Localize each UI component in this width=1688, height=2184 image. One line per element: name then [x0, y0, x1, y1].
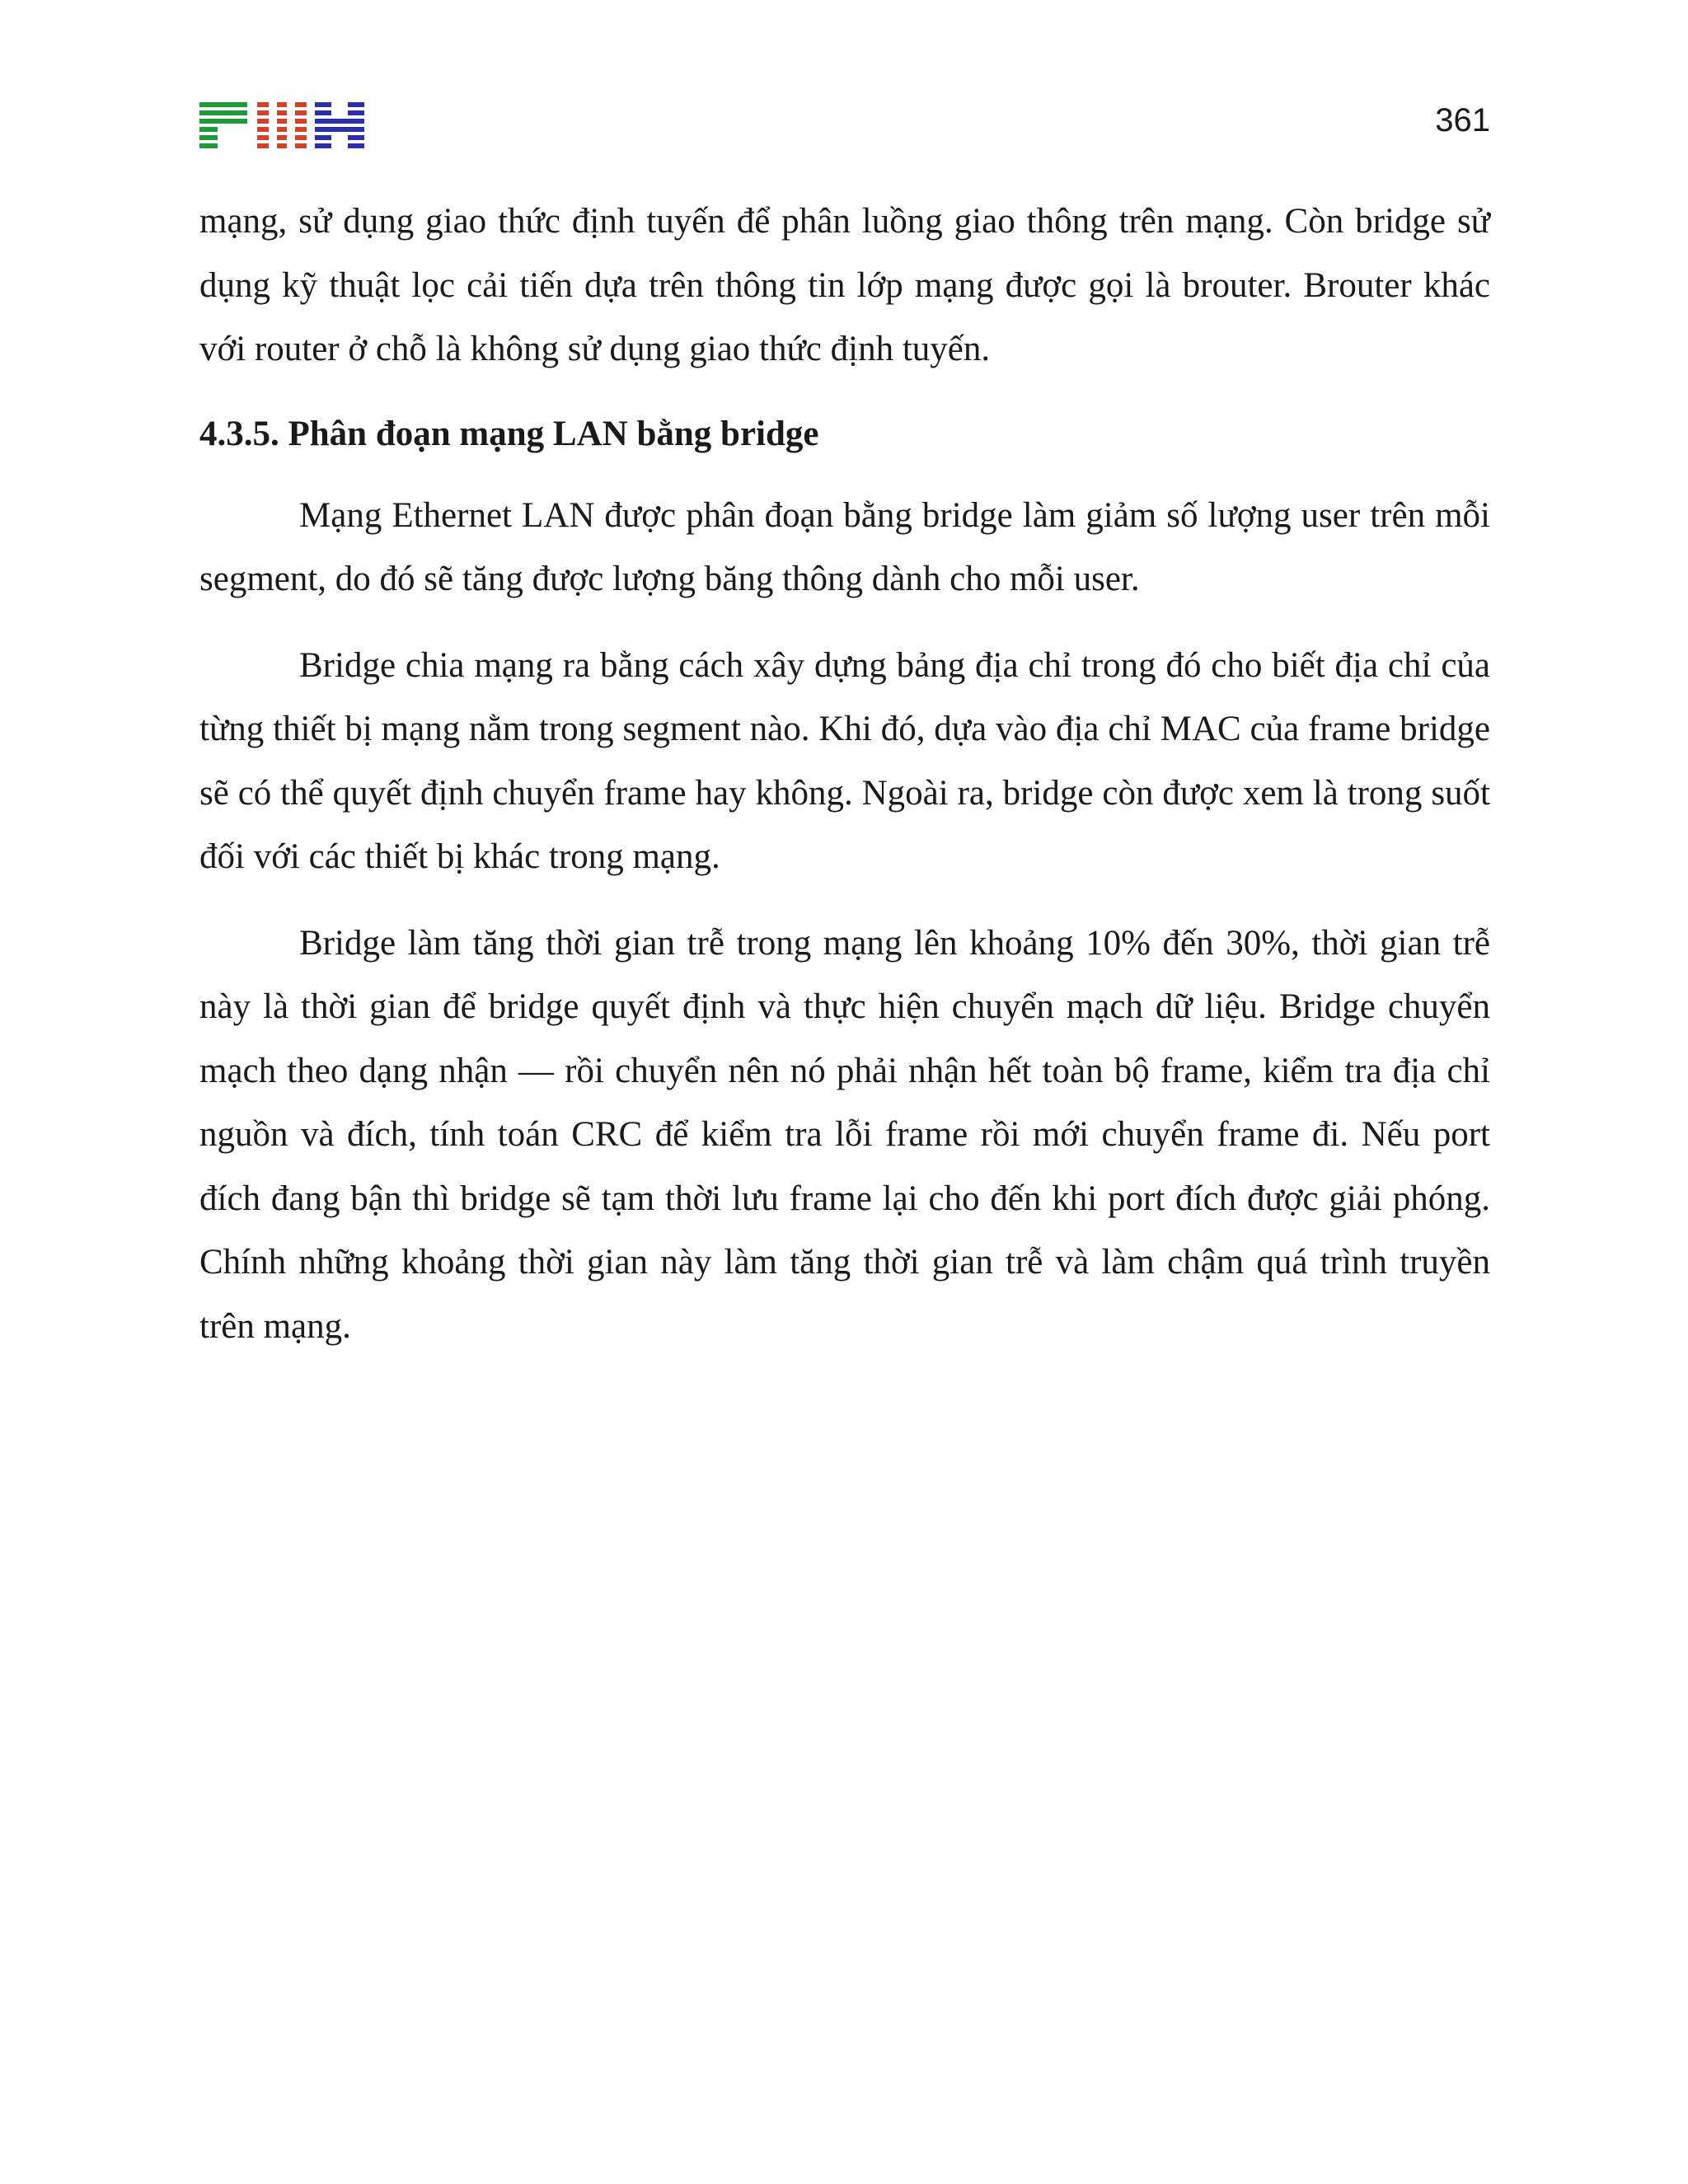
pnh-logo — [199, 102, 364, 148]
logo-letter-p — [199, 102, 247, 148]
logo-letter-h — [315, 102, 364, 148]
logo-letter-n — [257, 102, 307, 148]
page-header — [199, 99, 1490, 152]
document-body — [199, 190, 1490, 1358]
body-paragraph-2: Bridge chia mạng ra bằng cách xây dựng bảng địa chỉ trong đó cho biết địa chỉ của từng thiết bị mạng nằm trong segment nào. Khi đó, dựa vào địa chỉ MAC của frame bridge sẽ có thể quyết định chuyển frame hay không. Ngoài ra, bridge còn được xem là trong suốt đối với các thiết bị khác trong mạng. — [199, 645, 1490, 876]
intro-paragraph: mạng, sử dụng giao thức định tuyến để phân luồng giao thông trên mạng. Còn bridge sử dụng kỹ thuật lọc cải tiến dựa trên thông tin lớp mạng được gọi là brouter. Brouter khác với router ở chỗ là không sử dụng giao thức định tuyến. — [199, 202, 1490, 368]
section-heading: 4.3.5. Phân đoạn mạng LAN bằng bridge — [199, 414, 819, 453]
body-paragraph-3: Bridge làm tăng thời gian trễ trong mạng lên khoảng 10% đến 30%, thời gian trễ này là thời gian để bridge quyết định và thực hiện chuyển mạch dữ liệu. Bridge chuyển mạch theo dạng nhận — rồi chuyển nên nó phải nhận hết toàn bộ frame, kiểm tra địa chỉ nguồn và đích, tính toán CRC để kiểm tra lỗi frame rồi mới chuyển frame đi. Nếu port đích đang bận thì bridge sẽ tạm thời lưu frame lại cho đến khi port đích được giải phóng. Chính những khoảng thời gian này làm tăng thời gian trễ và làm chậm quá trình truyền trên mạng. — [199, 923, 1490, 1346]
body-paragraph-1: Mạng Ethernet LAN được phân đoạn bằng bridge làm giảm số lượng user trên mỗi segment, do đó sẽ tăng được lượng băng thông dành cho mỗi user. — [199, 495, 1490, 598]
page-number: 361 — [1435, 102, 1490, 138]
